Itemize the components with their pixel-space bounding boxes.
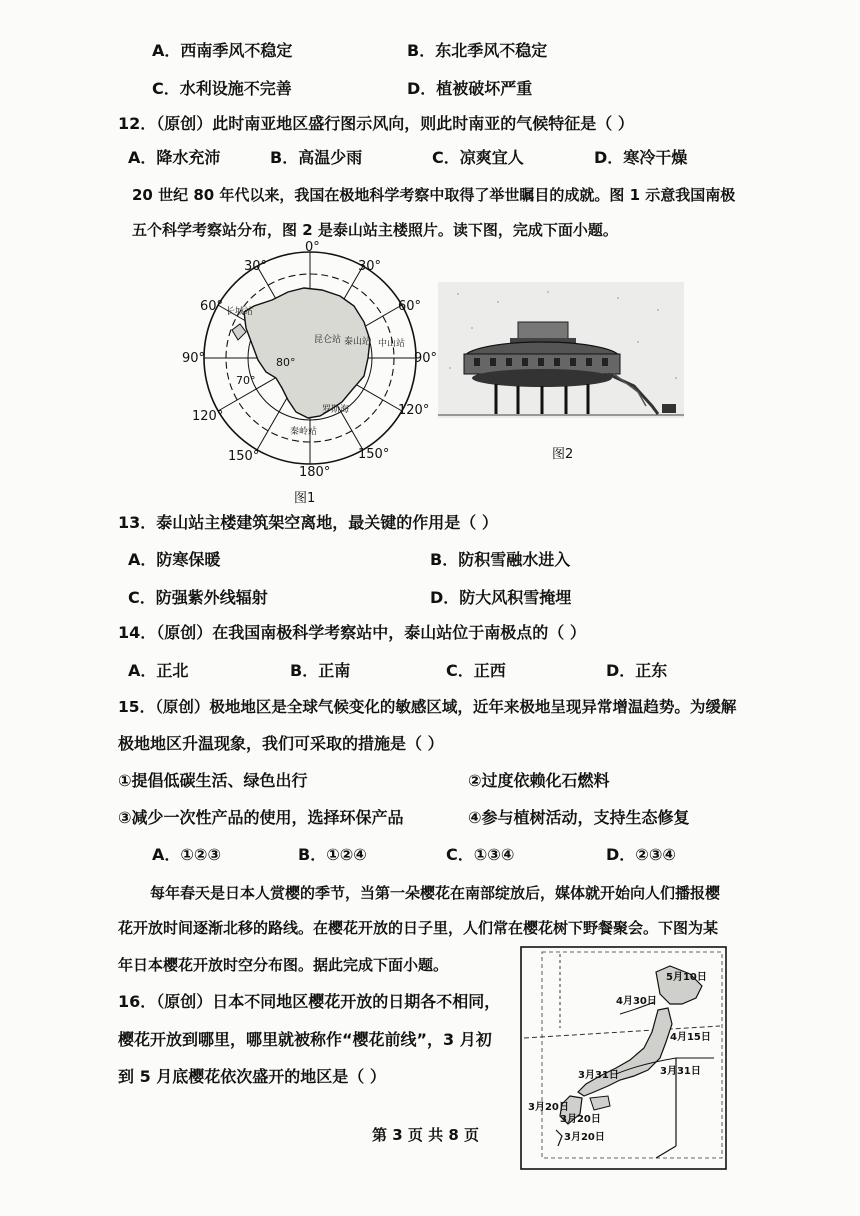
lon-label-60e: 60°: [398, 299, 422, 314]
lon-label-90w: 90°: [182, 351, 206, 366]
antarctic-map: [182, 240, 442, 510]
intro1-line2: 五个科学考察站分布，图 2 是泰山站主楼照片。读下图，完成下面小题。: [132, 221, 618, 239]
lon-label-120e: 120°: [398, 403, 430, 418]
station-label-taishan: 泰山站: [344, 337, 372, 347]
q15-statement-4: ④参与植树活动，支持生态修复: [468, 808, 690, 827]
map-label-may10: 5月10日: [666, 972, 707, 983]
lon-label-60w: 60°: [200, 299, 224, 314]
q14-option-a: A．正北: [128, 661, 189, 680]
q13-option-c: C．防强紫外线辐射: [128, 588, 268, 607]
station-label-qinling: 秦岭站: [290, 427, 318, 437]
station-label-kunlun: 昆仑站: [314, 335, 342, 345]
q15-option-b: B．①②④: [298, 845, 367, 864]
q15-statement-1: ①提倡低碳生活、绿色出行: [118, 771, 308, 790]
map-label-apr15: 4月15日: [670, 1032, 711, 1043]
q11-option-d: D．植被破坏严重: [407, 79, 533, 98]
intro1-line1: 20 世纪 80 年代以来，我国在极地科学考察中取得了举世瞩目的成就。图 1 示意我国南极: [132, 186, 736, 204]
lon-label-180: 180°: [299, 465, 331, 480]
map-label-mar20-a: 3月20日: [528, 1102, 569, 1113]
fig2-caption: 图2: [552, 447, 574, 462]
q15-stem-line2: 极地地区升温现象，我们可采取的措施是（ ）: [118, 734, 444, 753]
lon-label-30e: 30°: [358, 259, 382, 274]
lat-label-80: 80°: [276, 356, 296, 369]
q13-option-b: B．防积雪融水进入: [430, 550, 571, 569]
map-label-mar20-b: 3月20日: [560, 1114, 601, 1125]
station-label-zhongshan: 中山站: [378, 339, 406, 349]
map-label-mar31-east: 3月31日: [660, 1066, 701, 1077]
lon-label-150e: 150°: [358, 447, 390, 462]
q13-option-d: D．防大风积雪掩埋: [430, 588, 572, 607]
lon-label-30w: 30°: [244, 259, 268, 274]
q11-option-b: B．东北季风不稳定: [407, 41, 548, 60]
q13-stem: 13．泰山站主楼建筑架空离地，最关键的作用是（ ）: [118, 513, 498, 532]
page-footer: 第 3 页 共 8 页: [372, 1126, 479, 1144]
q15-option-c: C．①③④: [446, 845, 515, 864]
lat-label-70: 70°: [236, 374, 256, 387]
japan-cherry-blossom-map: [520, 946, 728, 1172]
intro2-line1: 每年春天是日本人赏樱的季节，当第一朵樱花在南部绽放后，媒体就开始向人们播报樱: [150, 884, 721, 902]
map-label-mar20-c: 3月20日: [564, 1132, 605, 1143]
q15-stem-line1: 15．（原创）极地地区是全球气候变化的敏感区域，近年来极地呈现异常增温趋势。为缓解: [118, 698, 737, 716]
q12-option-c: C．凉爽宜人: [432, 148, 524, 167]
intro2-line3: 年日本樱花开放时空分布图。据此完成下面小题。: [118, 956, 449, 974]
peninsula-outline: [232, 324, 246, 340]
lon-label-90e: 90°: [414, 351, 438, 366]
q13-option-a: A．防寒保暖: [128, 550, 221, 569]
lon-label-120w: 120°: [192, 409, 224, 424]
q12-option-b: B．高温少雨: [270, 148, 363, 167]
q14-option-d: D．正东: [606, 661, 668, 680]
q15-option-a: A．①②③: [152, 845, 222, 864]
station-label-ross-sea: 罗斯海: [322, 405, 350, 415]
lon-label-150w: 150°: [228, 449, 260, 464]
station-label-changcheng: 长城站: [226, 307, 254, 317]
q12-stem: 12．（原创）此时南亚地区盛行图示风向，则此时南亚的气候特征是（ ）: [118, 114, 634, 133]
fig1-caption: 图1: [294, 491, 316, 506]
q15-statement-3: ③减少一次性产品的使用，选择环保产品: [118, 808, 404, 827]
q16-stem-line2: 樱花开放到哪里，哪里就被称作“樱花前线”，3 月初: [118, 1030, 492, 1049]
map-label-mar31-west: 3月31日: [578, 1070, 619, 1081]
taishan-station-photo: [438, 282, 684, 462]
q16-stem-line1: 16．（原创）日本不同地区樱花开放的日期各不相同，: [118, 992, 501, 1011]
intro2-line2: 花开放时间逐渐北移的路线。在樱花开放的日子里，人们常在樱花树下野餐聚会。下图为某: [118, 919, 719, 937]
map-label-apr30: 4月30日: [616, 996, 657, 1007]
q12-option-d: D．寒冷干燥: [594, 148, 688, 167]
q11-option-c: C．水利设施不完善: [152, 79, 292, 98]
q15-statement-2: ②过度依赖化石燃料: [468, 771, 610, 790]
lon-label-0: 0°: [305, 240, 320, 255]
q14-stem: 14．（原创）在我国南极科学考察站中，泰山站位于南极点的（ ）: [118, 623, 586, 642]
q11-option-a: A．西南季风不稳定: [152, 41, 293, 60]
q14-option-b: B．正南: [290, 661, 351, 680]
q16-stem-line3: 到 5 月底樱花依次盛开的地区是（ ）: [118, 1067, 386, 1086]
q14-option-c: C．正西: [446, 661, 506, 680]
q12-option-a: A．降水充沛: [128, 148, 221, 167]
q15-option-d: D．②③④: [606, 845, 676, 864]
